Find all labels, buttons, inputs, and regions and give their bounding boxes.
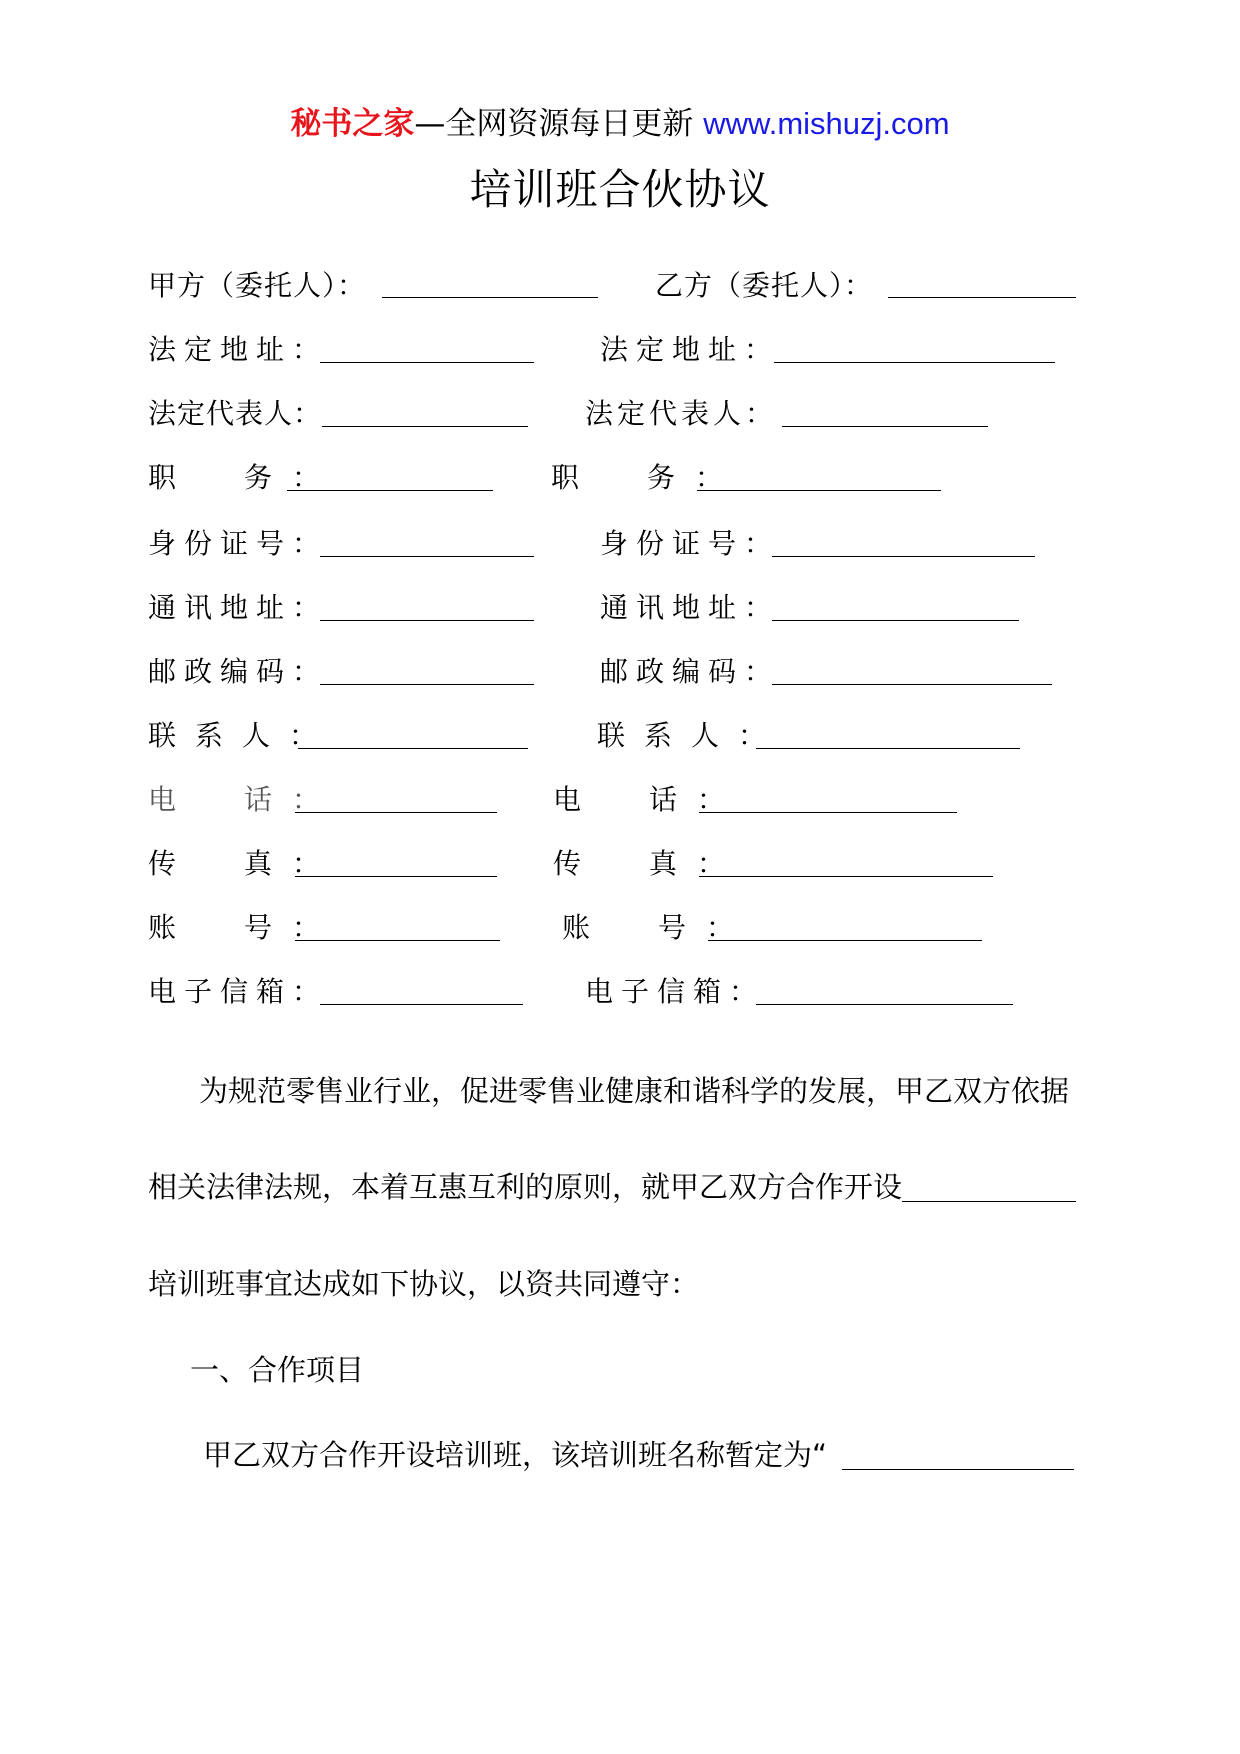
b-email-label: 电子信箱： [585,975,766,1008]
b-account-blank[interactable] [708,940,982,941]
a-phone-label: 电 话： [148,783,341,816]
b-postcode-blank[interactable] [772,684,1052,685]
a-mail-addr-blank[interactable] [320,620,534,621]
b-email-blank[interactable] [756,1004,1013,1005]
a-email-blank[interactable] [320,1004,523,1005]
site-header [0,104,1240,144]
a-position-label: 职 务： [148,461,341,494]
a-mail-addr-label: 通讯地址： [148,591,329,624]
para1-line1: 为规范零售业行业，促进零售业健康和谐科学的发展，甲乙双方依据 [199,1074,1070,1108]
b-rep-label: 法定代表人： [585,397,778,430]
para1-line3: 培训班事宜达成如下协议，以资共同遵守： [148,1267,700,1301]
training-name-blank[interactable] [842,1469,1074,1470]
b-mail-addr-label: 通讯地址： [600,591,781,624]
b-id-blank[interactable] [772,556,1035,557]
para1-line2: 相关法律法规，本着互惠互利的原则，就甲乙双方合作开设 [148,1170,903,1204]
a-postcode-label: 邮政编码： [148,655,329,688]
a-address-label: 法定地址： [148,333,329,366]
b-position-label: 职 务： [551,461,744,494]
b-address-label: 法定地址： [600,333,781,366]
party-b-blank[interactable] [888,297,1076,298]
a-id-label: 身份证号： [148,527,329,560]
a-fax-label: 传 真： [148,847,341,880]
b-address-blank[interactable] [774,362,1055,363]
b-mail-addr-blank[interactable] [772,620,1019,621]
b-fax-blank[interactable] [699,876,993,877]
a-address-blank[interactable] [320,362,534,363]
party-a-label: 甲方（委托人）： [148,269,367,302]
a-account-blank[interactable] [295,940,500,941]
a-contact-blank[interactable] [298,748,528,749]
a-account-label: 账 号： [148,911,341,944]
section1-heading: 一、合作项目 [190,1353,365,1387]
a-phone-blank[interactable] [295,812,497,813]
a-position-blank[interactable] [287,490,493,491]
section1-line1: 甲乙双方合作开设培训班，该培训班名称暂定为“ [203,1438,828,1472]
party-a-blank[interactable] [382,297,598,298]
b-account-label: 账 号： [562,911,755,944]
brand-name: 秘书之家 [290,106,415,142]
a-rep-blank[interactable] [322,426,528,427]
site-url-link[interactable]: www.mishuzj.com [703,106,950,141]
a-contact-label: 联系人： [148,719,337,752]
b-position-blank[interactable] [697,490,941,491]
a-fax-blank[interactable] [295,876,497,877]
b-fax-label: 传 真： [553,847,746,880]
b-id-label: 身份证号： [600,527,781,560]
a-id-blank[interactable] [320,556,534,557]
b-phone-blank[interactable] [699,812,957,813]
project-name-blank[interactable] [902,1201,1076,1202]
header-slogan: —全网资源每日更新 [414,106,704,142]
b-contact-blank[interactable] [756,748,1020,749]
b-phone-label: 电 话： [553,783,746,816]
party-b-label: 乙方（委托人）： [655,269,874,302]
a-email-label: 电子信箱： [148,975,329,1008]
a-rep-label: 法定代表人： [148,397,323,430]
b-postcode-label: 邮政编码： [600,655,781,688]
a-postcode-blank[interactable] [320,684,534,685]
b-rep-blank[interactable] [782,426,988,427]
document-title: 培训班合伙协议 [469,165,771,214]
b-contact-label: 联系人： [597,719,786,752]
